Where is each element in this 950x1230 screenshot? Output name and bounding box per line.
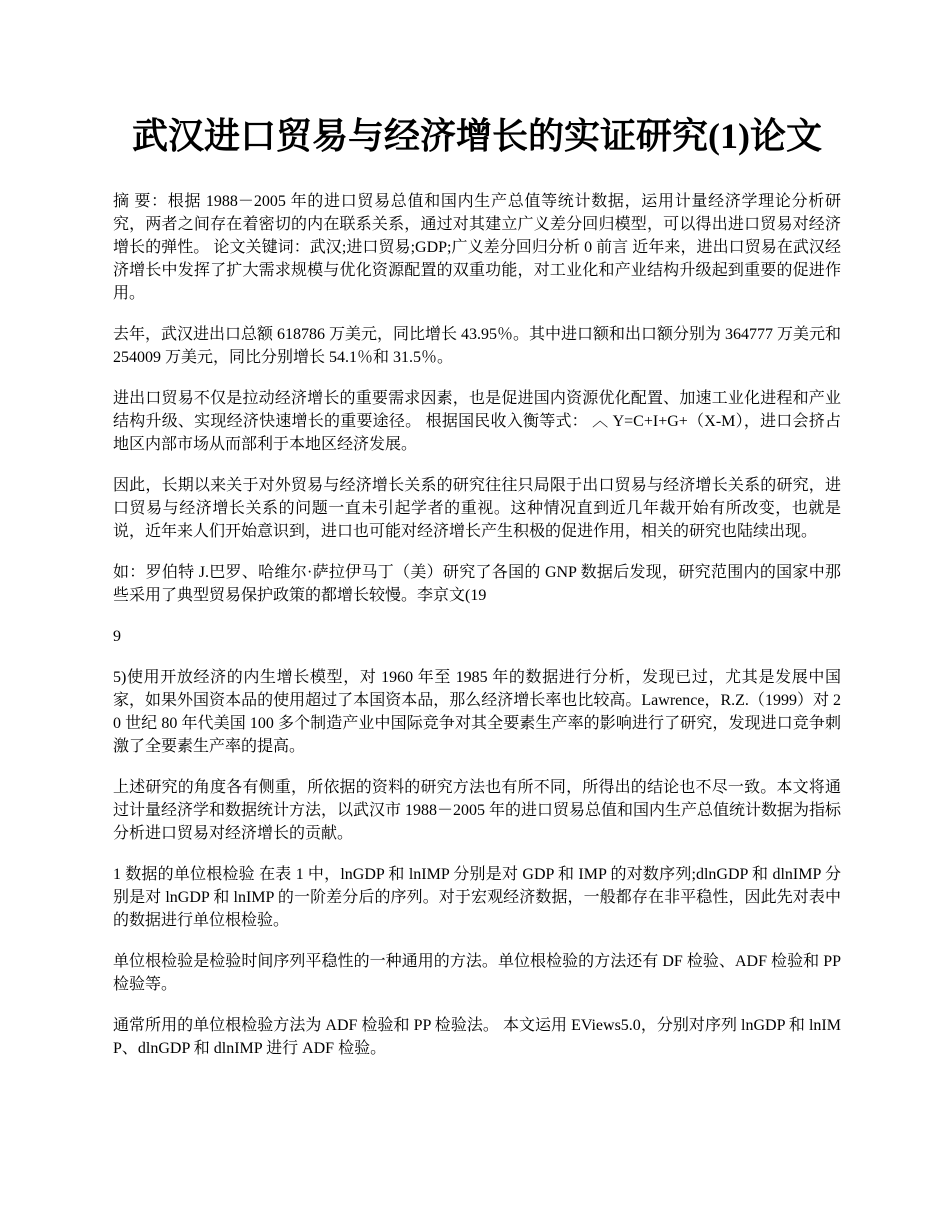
paragraph-unit-root-intro: 1 数据的单位根检验 在表 1 中，lnGDP 和 lnIMP 分别是对 GDP 和 IMP 的对数序列;dlnGDP 和 dlnIMP 分别是对 lnGDP 和 lnIMP 的一阶差分后的序列。对于宏观经济数据，一般都存在非平稳性，因此先对表中的数据进行单位根检验。 <box>113 866 841 929</box>
document-title: 武汉进口贸易与经济增长的实证研究(1)论文 <box>132 116 822 156</box>
paragraph-adf-test: 通常所用的单位根检验方法为 ADF 检验和 PP 检验法。 本文运用 EViews5.0，分别对序列 lnGDP 和 lnIMP、dlnGDP 和 dlnIMP 进行 ADF 检验。 <box>113 1017 841 1057</box>
paragraph-abstract: 摘 要：根据 1988－2005 年的进口贸易总值和国内生产总值等统计数据，运用计量经济学理论分析研究，两者之间存在着密切的内在联系关系，通过对其建立广义差分回归模型，可以得出进口贸易对经济增长的弹性。 论文关键词：武汉;进口贸易;GDP;广义差分回归分析 0 前言 近年来，进出口贸易在武汉经济增长中发挥了扩大需求规模与优化资源配置的双重功能，对工业化和产业结构升级起到重要的促进作用。 <box>113 193 841 302</box>
paragraph-unit-root-methods: 单位根检验是检验时间序列平稳性的一种通用的方法。单位根检验的方法还有 DF 检验、ADF 检验和 PP 检验等。 <box>113 953 841 993</box>
paragraph-fragment: 9 <box>113 628 121 645</box>
paragraph-method-summary: 上述研究的角度各有侧重，所依据的资料的研究方法也有所不同，所得出的结论也不尽一致。本文将通过计量经济学和数据统计方法，以武汉市 1988－2005 年的进口贸易总值和国内生产总值统计数据为指标分析进口贸易对经济增长的贡献。 <box>113 779 842 842</box>
paragraph-growth-model: 5)使用开放经济的内生增长模型，对 1960 年至 1985 年的数据进行分析，发现已过，尤其是发展中国家，如果外国资本品的使用超过了本国资本品，那么经济增长率也比较高。Lawrence，R.Z.（1999）对 20 世纪 80 年代美国 100 多个制造产业中国际竞争对其全要素生产率的影响进行了研究，发现进口竞争刺激了全要素生产率的提高。 <box>113 669 841 755</box>
document-page <box>113 112 841 1078</box>
paragraph-trade-stats: 去年，武汉进出口总额 618786 万美元，同比增长 43.95％。其中进口额和出口额分别为 364777 万美元和 254009 万美元，同比分别增长 54.1％和 31.5％。 <box>113 326 842 366</box>
paragraph-income-identity: 进出口贸易不仅是拉动经济增长的重要需求因素，也是促进国内资源优化配置、加速工业化进程和产业结构升级、实现经济快速增长的重要途径。 根据国民收入衡等式： ︿ Y=C+I+G+（X-M），进口会挤占地区内部市场从而部利于本地区经济发展。 <box>113 390 841 453</box>
paragraph-research-history: 因此，长期以来关于对外贸易与经济增长关系的研究往往只局限于出口贸易与经济增长关系的研究，进口贸易与经济增长关系的问题一直未引起学者的重视。这种情况直到近几年裁开始有所改变，也就是说，近年来人们开始意识到，进口也可能对经济增长产生积极的促进作用，相关的研究也陆续出现。 <box>113 477 841 540</box>
paragraph-barro-study: 如：罗伯特 J.巴罗、哈维尔·萨拉伊马丁（美）研究了各国的 GNP 数据后发现，研究范围内的国家中那些采用了典型贸易保护政策的都增长较慢。李京文(19 <box>113 564 841 604</box>
